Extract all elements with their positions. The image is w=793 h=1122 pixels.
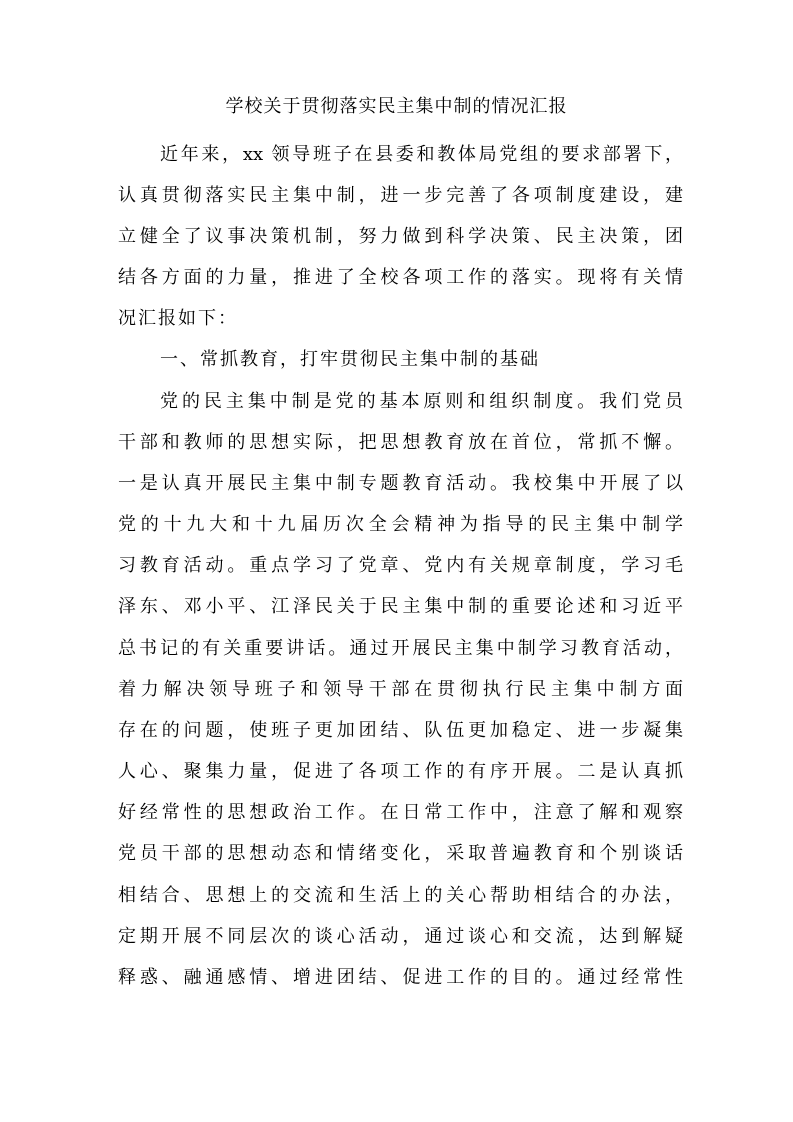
body-line: 一是认真开展民主集中制专题教育活动。我校集中开展了以 xyxy=(118,473,683,494)
body-line: 党员干部的思想动态和情绪变化，采取普遍教育和个别谈话 xyxy=(118,843,683,864)
body-line: 立健全了议事决策机制，努力做到科学决策、民主决策，团 xyxy=(118,226,683,247)
body-line: 定期开展不同层次的谈心活动，通过谈心和交流，达到解疑 xyxy=(118,926,683,947)
body-line: 认真贯彻落实民主集中制，进一步完善了各项制度建设，建 xyxy=(118,185,683,206)
body-line: 党的民主集中制是党的基本原则和组织制度。我们党员 xyxy=(160,391,683,412)
body-line: 存在的问题，使班子更加团结、队伍更加稳定、进一步凝集 xyxy=(118,720,683,741)
section-heading: 一、常抓教育，打牢贯彻民主集中制的基础 xyxy=(160,349,540,370)
body-line: 总书记的有关重要讲话。通过开展民主集中制学习教育活动， xyxy=(118,638,683,659)
body-line: 泽东、邓小平、江泽民关于民主集中制的重要论述和习近平 xyxy=(118,596,683,617)
body-line: 结各方面的力量，推进了全校各项工作的落实。现将有关情 xyxy=(118,267,683,288)
body-line: 着力解决领导班子和领导干部在贯彻执行民主集中制方面 xyxy=(118,679,683,700)
body-line: 干部和教师的思想实际，把思想教育放在首位，常抓不懈。 xyxy=(118,432,683,453)
body-line: 况汇报如下： xyxy=(118,308,238,329)
body-line: 近年来，xx 领导班子在县委和教体局党组的要求部署下， xyxy=(160,144,683,165)
body-line: 人心、聚集力量，促进了各项工作的有序开展。二是认真抓 xyxy=(118,761,683,782)
document-title: 学校关于贯彻落实民主集中制的情况汇报 xyxy=(225,96,568,117)
body-line: 相结合、思想上的交流和生活上的关心帮助相结合的办法， xyxy=(118,885,683,906)
body-line: 释惑、融通感情、增进团结、促进工作的目的。通过经常性 xyxy=(118,967,683,988)
body-line: 习教育活动。重点学习了党章、党内有关规章制度，学习毛 xyxy=(118,555,683,576)
body-line: 党的十九大和十九届历次全会精神为指导的民主集中制学 xyxy=(118,514,683,535)
body-line: 好经常性的思想政治工作。在日常工作中，注意了解和观察 xyxy=(118,802,683,823)
